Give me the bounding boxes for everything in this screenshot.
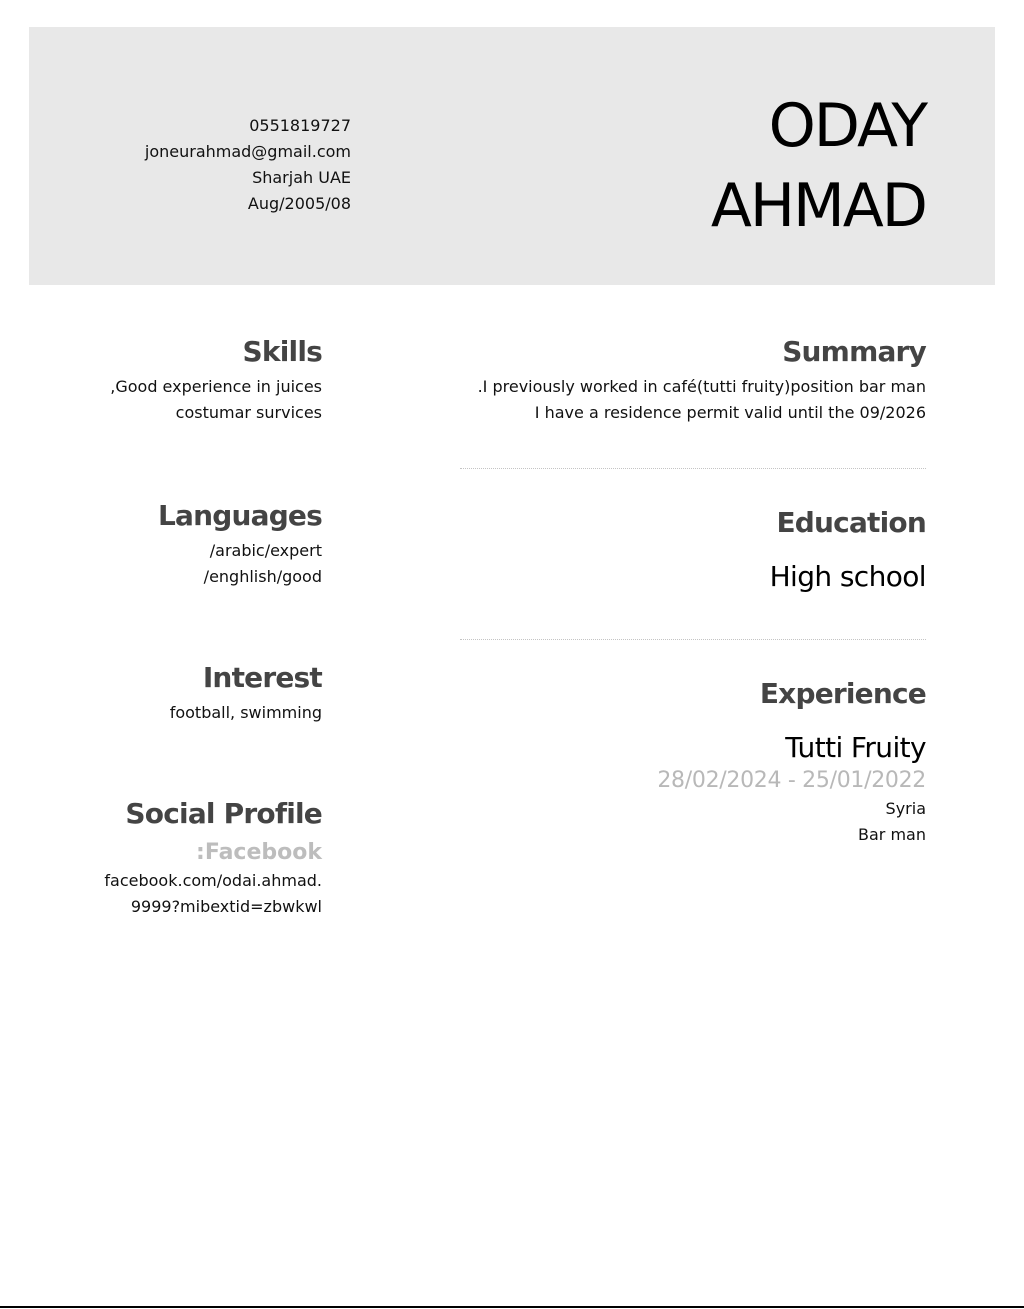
first-name: ODAY	[768, 91, 926, 161]
social-title: Social Profile	[125, 797, 322, 830]
person-name	[711, 86, 926, 246]
languages-title: Languages	[157, 499, 322, 532]
section-divider	[460, 639, 926, 640]
language-item: /arabic/expert	[209, 541, 322, 560]
skills-title: Skills	[242, 335, 322, 368]
social-section	[2, 796, 322, 920]
email-address: joneurahmad@gmail.com	[144, 142, 351, 161]
page-bottom-border	[0, 1306, 1024, 1308]
experience-role: Bar man	[858, 825, 926, 844]
phone-number: 0551819727	[249, 116, 351, 135]
education-item: High school	[769, 560, 926, 593]
experience-company: Tutti Fruity	[785, 731, 926, 764]
skills-line: ,Good experience in juices	[110, 377, 322, 396]
language-item: /enghlish/good	[203, 567, 322, 586]
education-section	[456, 505, 926, 595]
education-title: Education	[776, 506, 926, 539]
facebook-link-cont[interactable]: 9999?mibextid=zbwkwl	[130, 897, 322, 916]
languages-section	[2, 498, 322, 590]
section-divider	[460, 468, 926, 469]
interest-title: Interest	[202, 661, 322, 694]
skills-line: costumar survices	[175, 403, 322, 422]
interest-section	[2, 660, 322, 726]
experience-section	[456, 676, 926, 848]
facebook-link[interactable]: facebook.com/odai.ahmad.	[104, 871, 322, 890]
summary-title: Summary	[782, 335, 926, 368]
summary-line: .I previously worked in café(tutti fruity)position bar man	[477, 377, 926, 396]
contact-info	[145, 113, 351, 217]
birthdate: Aug/2005/08	[247, 194, 351, 213]
location: Sharjah UAE	[252, 168, 351, 187]
last-name: AHMAD	[710, 171, 926, 241]
skills-section	[2, 334, 322, 426]
summary-section	[456, 334, 926, 426]
summary-line: I have a residence permit valid until the 09/2026	[534, 403, 926, 422]
left-column	[2, 334, 322, 920]
experience-title: Experience	[759, 677, 926, 710]
experience-dates: 28/02/2024 - 25/01/2022	[657, 768, 926, 793]
right-column	[456, 334, 926, 848]
interest-line: football, swimming	[169, 703, 322, 722]
facebook-label: :Facebook	[196, 840, 322, 865]
experience-location: Syria	[885, 799, 926, 818]
